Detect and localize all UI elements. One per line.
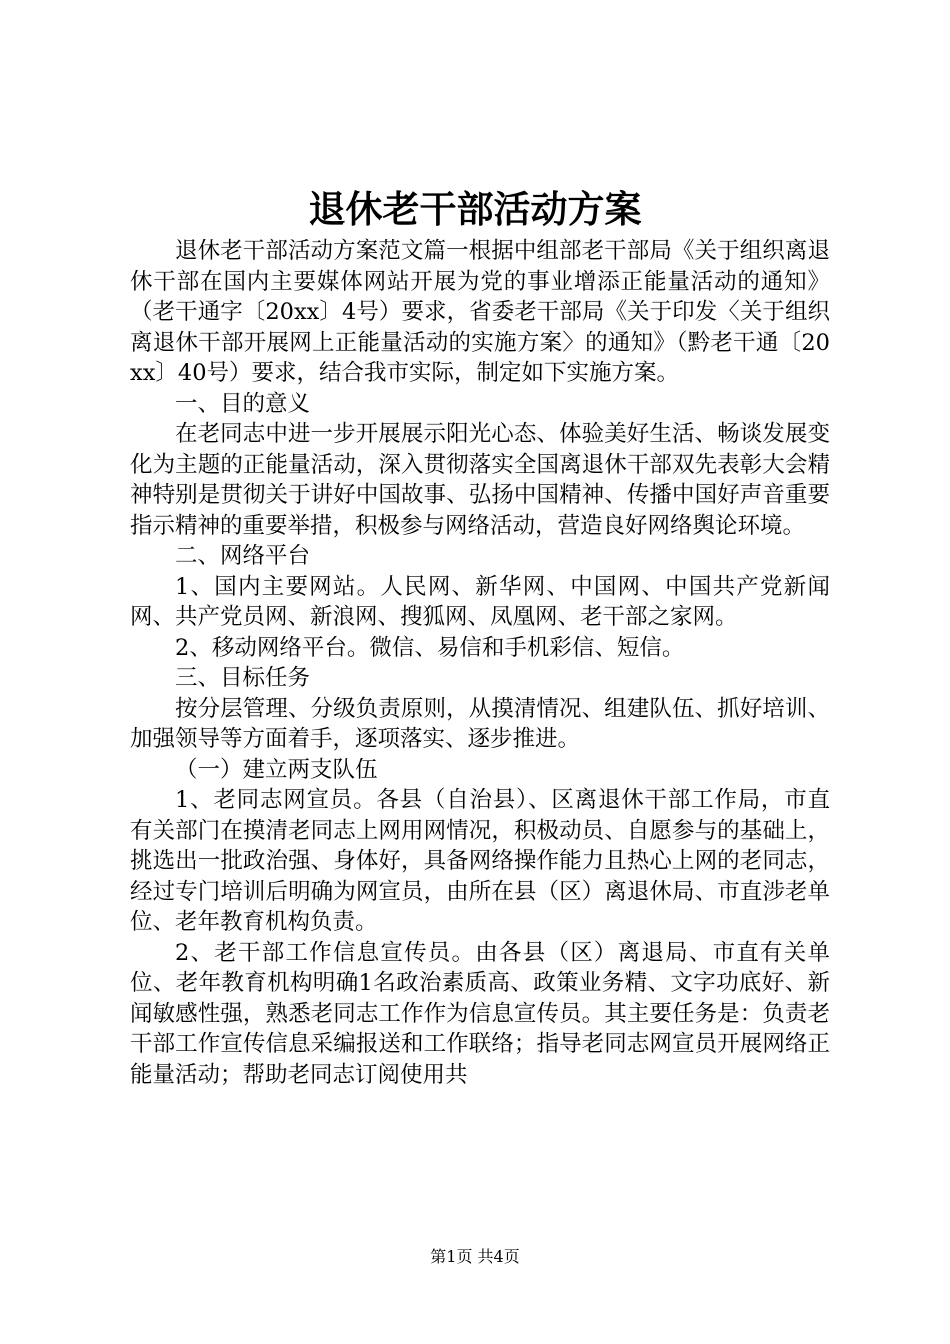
paragraph-purpose: 在老同志中进一步开展展示阳光心态、体验美好生活、畅谈发展变化为主题的正能量活动，深入贯彻落实全国离退休干部双先表彰大会精神特别是贯彻关于讲好中国故事、弘扬中国精神、传播中国好声音重要指示精神的重要举措，积极参与网络活动，营造良好网络舆论环境。 [130,421,830,539]
paragraph-net-propagandists: 1、老同志网宣员。各县（自治县）、区离退休干部工作局，市直有关部门在摸清老同志上网用网情况，积极动员、自愿参与的基础上，挑选出一批政治强、身体好，具备网络操作能力且热心上网的老同志，经过专门培训后明确为网宣员，由所在县（区）离退休局、市直涉老单位、老年教育机构负责。 [130,787,830,935]
paragraph-info-propagandists: 2、老干部工作信息宣传员。由各县（区）离退局、市直有关单位、老年教育机构明确1名政治素质高、政策业务精、文字功底好、新闻敏感性强，熟悉老同志工作作为信息宣传员。其主要任务是：负责老干部工作宣传信息采编报送和工作联络；指导老同志网宣员开展网络正能量活动；帮助老同志订阅使用共 [130,939,830,1088]
paragraph-major-websites: 1、国内主要网站。人民网、新华网、中国网、中国共产党新闻网、共产党员网、新浪网、搜狐网、凤凰网、老干部之家网。 [130,573,830,630]
document-title: 退休老干部活动方案 [308,187,642,231]
page-footer: 第1页 共4页 [430,1247,520,1266]
paragraph-mobile-platform: 2、移动网络平台。微信、易信和手机彩信、短信。 [175,634,685,661]
document-body [130,236,830,1090]
subheading-two-teams: （一）建立两支队伍 [175,756,378,783]
paragraph-goals: 按分层管理、分级负责原则，从摸清情况、组建队伍、抓好培训、加强领导等方面着手，逐项落实、逐步推进。 [130,695,830,752]
heading-purpose: 一、目的意义 [175,390,311,417]
heading-network-platform: 二、网络平台 [175,543,311,569]
paragraph-intro: 退休老干部活动方案范文篇一根据中组部老干部局《关于组织离退休干部在国内主要媒体网站开展为党的事业增添正能量活动的通知》（老干通字〔20xx〕4号）要求，省委老干部局《关于印发〈关于组织离退休干部开展网上正能量活动的实施方案〉的通知》（黔老干通〔20xx〕40号）要求，结合我市实际，制定如下实施方案。 [130,238,830,386]
heading-goals-tasks: 三、目标任务 [175,665,311,691]
